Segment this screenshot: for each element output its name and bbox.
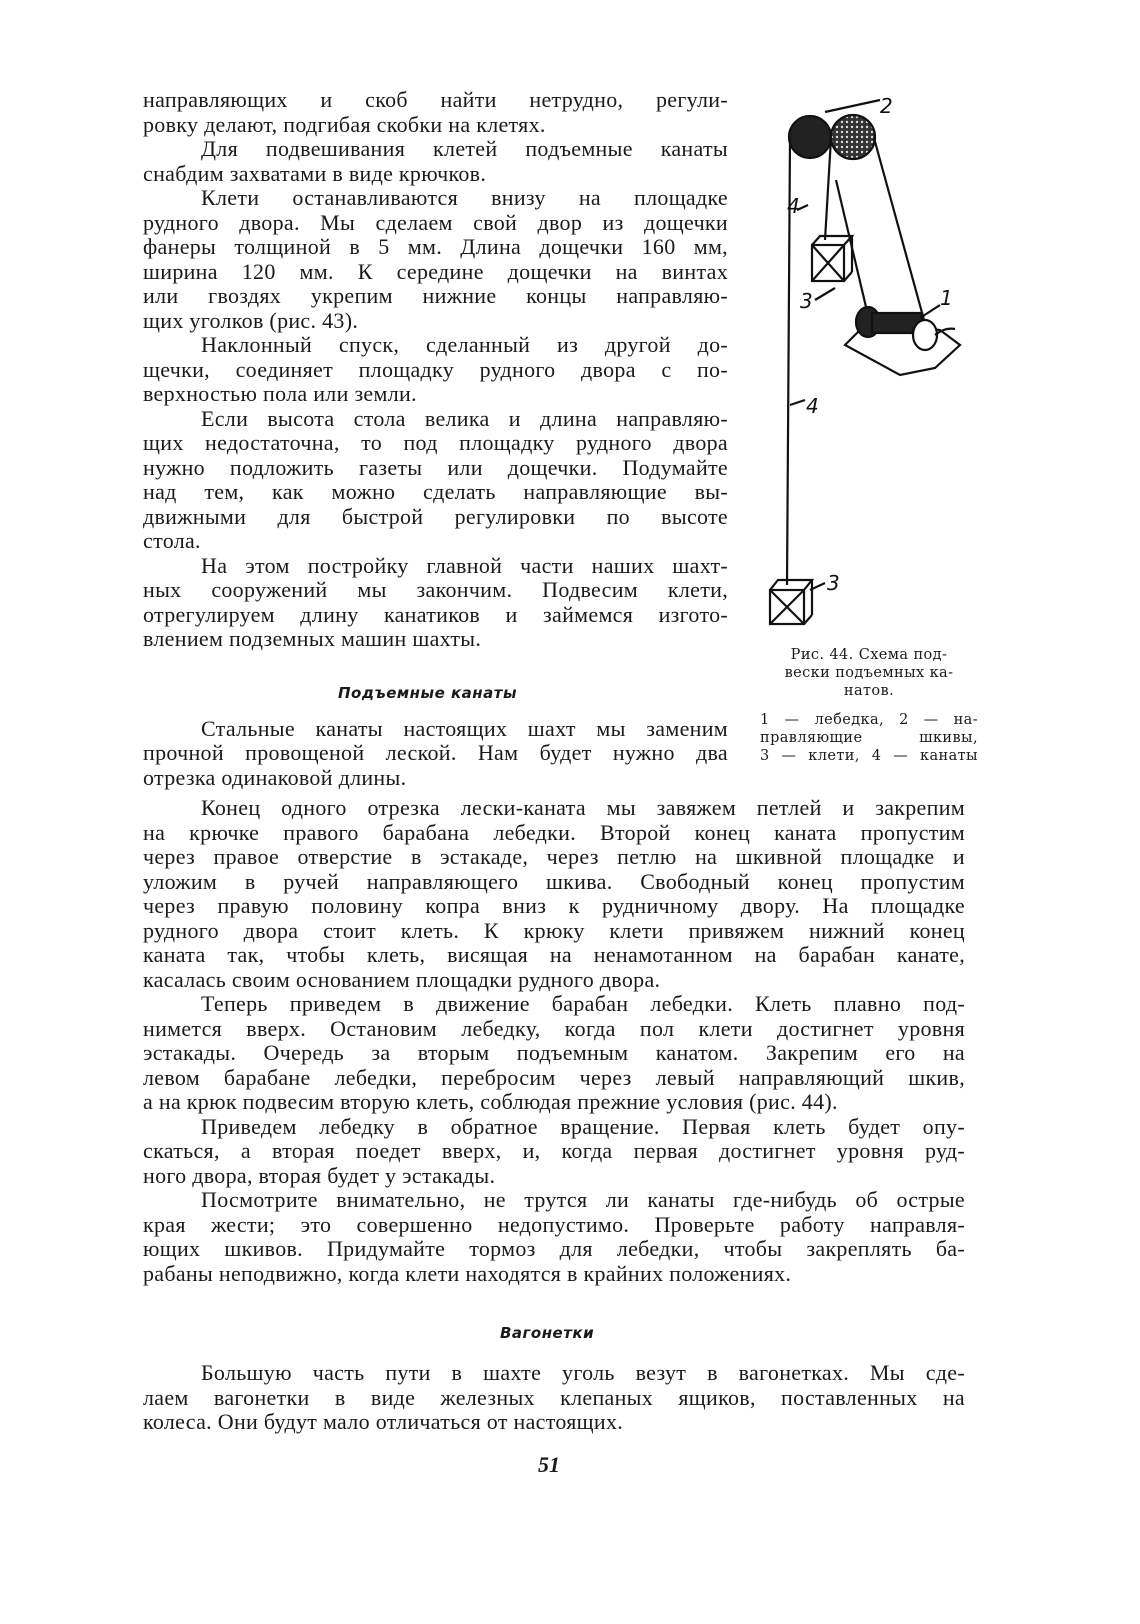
text-line: лаем вагонетки в виде железных клепаных ящиков, поставленных на: [143, 1384, 965, 1410]
text-line: скаться, а вторая поедет вверх, и, когда первая достигнет уровня руд-: [143, 1138, 965, 1163]
text-line: ровку делают, подгибая скобки на клетях.: [143, 111, 546, 137]
text-line: На этом постройку главной части наших шахт-: [201, 552, 728, 578]
text-line: нимется вверх. Остановим лебедку, когда пол клети достигнет уровня: [143, 1015, 965, 1041]
label-4-upper: 4: [787, 194, 800, 218]
text-line: щих уголков (рис. 43).: [143, 307, 359, 333]
text-line: края жести; это совершенно недопустимо. Проверьте работу направля-: [143, 1211, 965, 1237]
cage-lower: [770, 580, 812, 624]
caption-line: вески подъемных ка-: [784, 665, 954, 681]
label-1: 1: [940, 286, 953, 310]
text-line: отрегулируем длину канатиков и займемся изгото-: [143, 601, 728, 627]
label-4-lower: 4: [806, 394, 819, 418]
text-line: прочной провощеной леской. Нам будет нужно два: [143, 740, 728, 765]
text-line: Большую часть пути в шахте уголь везут в вагонетках. Мы сде-: [201, 1360, 965, 1385]
text-line: Если высота стола велика и длина направляю-: [201, 405, 728, 431]
label-3-lower: 3: [827, 571, 840, 595]
text-line: левом барабане лебедки, перебросим через левый направляющий шкив,: [143, 1064, 965, 1090]
text-line: Конец одного отрезка лески-каната мы завяжем петлей и закрепим: [201, 795, 965, 820]
text-line: направляющих и скоб найти нетрудно, регули-: [143, 87, 728, 112]
text-line: влением подземных машин шахты.: [143, 626, 482, 651]
caption-line: правляющие шкивы,: [760, 730, 978, 746]
cage-upper: [812, 236, 852, 281]
text-line: рудного двора стоит клеть. К крюку клети привяжем нижний конец: [143, 917, 965, 943]
text-line: отрезка одинаковой длины.: [143, 764, 407, 790]
text-line: Посмотрите внимательно, не трутся ли канаты где-нибудь об острые: [201, 1187, 965, 1212]
section-heading-lifting-ropes: Подъемные канаты: [338, 684, 518, 702]
text-line: Теперь приведем в движение барабан лебедки. Клеть плавно под-: [201, 991, 965, 1016]
text-line: или гвоздях укрепим нижние концы направляю-: [143, 283, 728, 308]
text-line: а на крюк подвесим вторую клеть, соблюдая прежние условия (рис. 44).: [143, 1089, 838, 1114]
text-line: щих недостаточна, то под площадку рудного двора: [143, 430, 728, 455]
text-line: уложим в ручей направляющего шкива. Свободный конец пропустим: [143, 868, 965, 894]
text-line: Приведем лебедку в обратное вращение. Первая клеть будет опу-: [201, 1113, 965, 1139]
text-wagons: [143, 1361, 965, 1435]
text-line: через правую половину копра вниз к рудничному двору. На площадке: [143, 893, 965, 918]
figure-caption-legend: [760, 711, 978, 765]
text-line: Стальные канаты настоящих шахт мы заменим: [201, 715, 728, 741]
caption-line: 1 — лебедка, 2 — на-: [760, 712, 978, 728]
text-line: Для подвешивания клетей подъемные канаты: [201, 136, 728, 161]
label-3-upper: 3: [800, 289, 813, 313]
section-heading-wagons: Вагонетки: [500, 1324, 595, 1342]
label-2: 2: [880, 94, 893, 118]
text-line: над тем, как можно сделать направляющие вы-: [143, 479, 728, 504]
text-line: ных сооружений мы закончим. Подвесим клети,: [143, 577, 728, 602]
figure-caption-title: [760, 646, 978, 700]
sheave-right: [831, 115, 875, 159]
text-line: каната так, чтобы клеть, висящая на ненамотанном на барабан канате,: [143, 942, 965, 967]
text-line: фанеры толщиной в 5 мм. Длина дощечки 160 мм,: [143, 234, 728, 259]
page-number: 51: [538, 1452, 560, 1477]
text-line: движными для быстрой регулировки по высоте: [143, 503, 728, 529]
text-line: через правое отверстие в эстакаде, через петлю на шкивной площадке и: [143, 844, 965, 869]
text-line: ного двора, вторая будет у эстакады.: [143, 1162, 496, 1188]
caption-line: Рис. 44. Схема под-: [790, 647, 948, 663]
figure-44-rope-suspension-diagram: [740, 80, 980, 640]
text-full-width: [143, 796, 965, 1286]
caption-line: натов.: [843, 683, 895, 699]
text-line: нужно подложить газеты или дощечки. Подумайте: [143, 454, 728, 480]
text-line: рудного двора. Мы сделаем свой двор из дощечки: [143, 209, 728, 235]
text-line: Наклонный спуск, сделанный из другой до-: [201, 332, 728, 357]
text-line: эстакады. Очередь за вторым подъемным канатом. Закрепим его на: [143, 1040, 965, 1065]
text-line: верхностью пола или земли.: [143, 381, 417, 406]
text-line: Клети останавливаются внизу на площадке: [201, 185, 728, 210]
text-line: снабдим захватами в виде крючков.: [143, 160, 487, 186]
winch: [845, 307, 960, 375]
sheave-left: [789, 116, 831, 158]
text-line: рабаны неподвижно, когда клети находятся в крайних положениях.: [143, 1260, 792, 1286]
text-line: стола.: [143, 528, 201, 553]
text-line: ющих шкивов. Придумайте тормоз для лебедки, чтобы закреплять ба-: [143, 1236, 965, 1261]
text-line: ширина 120 мм. К середине дощечки на винтах: [143, 258, 728, 284]
text-line: на крючке правого барабана лебедки. Второй конец каната пропустим: [143, 819, 965, 845]
caption-line: 3 — клети, 4 — канаты: [760, 748, 978, 764]
text-line: колеса. Они будут мало отличаться от настоящих.: [143, 1409, 624, 1434]
text-line: щечки, соединяет площадку рудного двора с по-: [143, 356, 728, 382]
text-line: касалась своим основанием площадки рудного двора.: [143, 966, 661, 992]
